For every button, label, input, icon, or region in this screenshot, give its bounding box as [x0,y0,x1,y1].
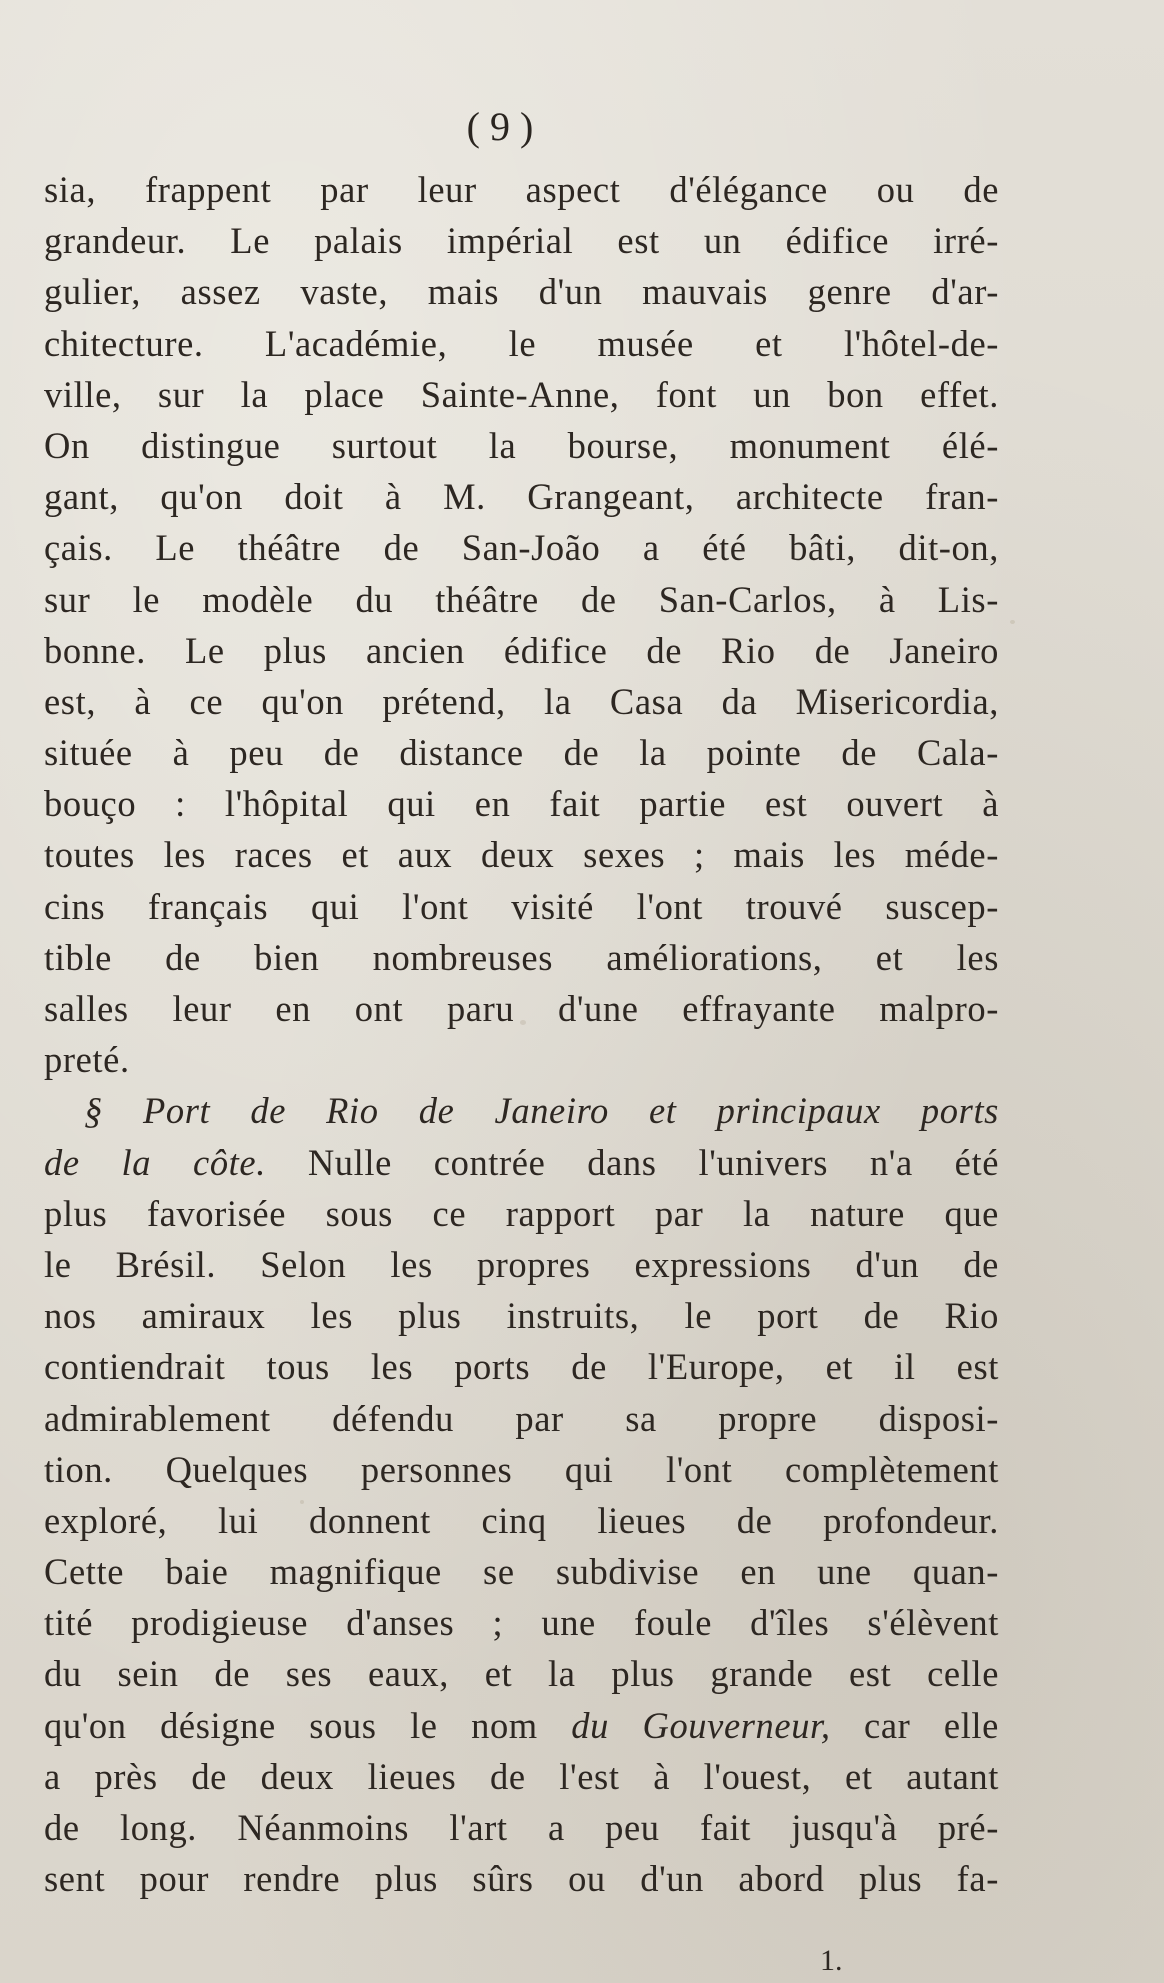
text-line: située à peu de distance de la pointe de Cala- [44,732,999,774]
text-line: est, à ce qu'on prétend, la Casa da Misericordia, [44,680,999,722]
text-line: sent pour rendre plus sûrs ou d'un abord plus fa- [44,1858,999,1900]
text-line: sur le modèle du théâtre de San-Carlos, à Lis- [44,578,999,620]
text-line: gant, qu'on doit à M. Grangeant, architecte fran- [44,476,999,518]
text-line: admirablement défendu par sa propre disposi- [44,1397,999,1439]
text-line: le Brésil. Selon les propres expressions d'un de [44,1243,999,1285]
text-line: preté. [44,1039,130,1081]
line-text: car elle [830,1704,999,1746]
text-line: de long. Néanmoins l'art a peu fait jusqu'à pré- [44,1807,999,1848]
signature-mark: 1. [820,1944,843,1977]
text-line: cins français qui l'ont visité l'ont trouvé suscep- [44,885,999,927]
text-line: grandeur. Le palais impérial est un édifice irré- [44,220,999,262]
text-line: bonne. Le plus ancien édifice de Rio de Janeiro [44,629,999,671]
text-line [44,1085,999,1136]
text-line: contiendrait tous les ports de l'Europe, et il est [44,1346,999,1388]
section-heading-continued: de la côte. [44,1141,266,1183]
text-line: plus favorisée sous ce rapport par la nature que [44,1192,999,1234]
text-line: Cette baie magnifique se subdivise en une quan- [44,1551,999,1593]
line-text: Nulle contrée dans l'univers n'a été [265,1141,999,1183]
text-line: toutes les races et aux deux sexes ; mais les méde- [44,834,999,876]
section-heading: § Port de Rio de Janeiro et principaux ports [84,1090,999,1132]
text-line: chitecture. L'académie, le musée et l'hôtel-de- [44,322,999,364]
text-line: salles leur en ont paru d'une effrayante malpro- [44,988,999,1029]
text-line: gulier, assez vaste, mais d'un mauvais genre d'ar- [44,271,999,313]
text-line: nos amiraux les plus instruits, le port de Rio [44,1295,999,1337]
text-line: exploré, lui donnent cinq lieues de profondeur. [44,1499,999,1541]
body-text [44,164,999,1904]
text-line [44,1137,999,1188]
text-line [44,1700,999,1751]
text-line: bouço : l'hôpital qui en fait partie est ouvert à [44,783,999,825]
text-line: tible de bien nombreuses améliorations, et les [44,936,999,978]
text-line: On distingue surtout la bourse, monument élé- [44,424,999,466]
text-line: çais. Le théâtre de San-João a été bâti, dit-on, [44,527,999,569]
italic-term: du Gouverneur, [571,1704,831,1746]
text-line: ville, sur la place Sainte-Anne, font un bon effet. [44,373,999,415]
text-line: du sein de ses eaux, et la plus grande est celle [44,1653,999,1695]
text-line: tité prodigieuse d'anses ; une foule d'îles s'élèvent [44,1602,999,1644]
text-line: a près de deux lieues de l'est à l'ouest, et autant [44,1755,999,1797]
text-line: sia, frappent par leur aspect d'élégance ou de [44,169,999,210]
paper-spot [1010,620,1015,624]
line-text: qu'on désigne sous le nom [44,1704,572,1746]
page-number: ( 9 ) [466,104,534,149]
text-line: tion. Quelques personnes qui l'ont complètement [44,1448,999,1490]
